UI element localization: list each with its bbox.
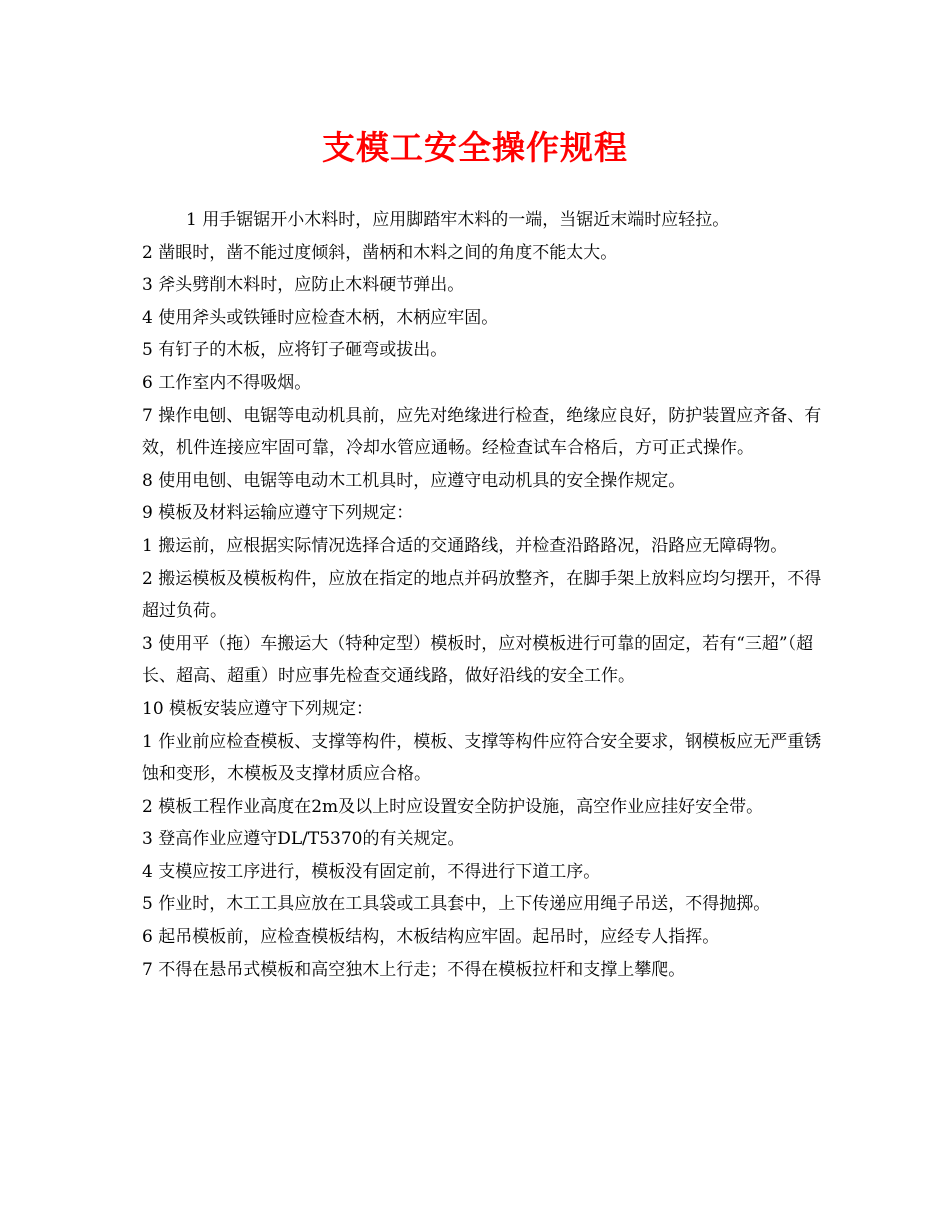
paragraph: 7 操作电刨、电锯等电动机具前，应先对绝缘进行检查，绝缘应良好，防护装置应齐备、有效，机件连接应牢固可靠，冷却水管应通畅。经检查试车合格后，方可正式操作。 <box>142 405 822 459</box>
paragraph: 8 使用电刨、电锯等电动木工机具时，应遵守电动机具的安全操作规定。 <box>142 470 686 491</box>
paragraph: 1 作业前应检查模板、支撑等构件，模板、支撑等构件应符合安全要求，钢模板应无严重锈蚀和变形，木模板及支撑材质应合格。 <box>142 731 822 785</box>
paragraph: 6 工作室内不得吸烟。 <box>142 372 312 393</box>
document-title: 支模工安全操作规程 <box>322 128 628 167</box>
paragraph: 7 不得在悬吊式模板和高空独木上行走；不得在模板拉杆和支撑上攀爬。 <box>142 959 686 980</box>
document-body <box>142 204 832 986</box>
paragraph: 5 有钉子的木板，应将钉子砸弯或拔出。 <box>142 340 448 361</box>
paragraph: 3 登高作业应遵守DL/T5370的有关规定。 <box>142 829 465 850</box>
paragraph: 4 支模应按工序进行，模板没有固定前，不得进行下道工序。 <box>142 861 601 882</box>
paragraph: 2 模板工程作业高度在2m及以上时应设置安全防护设施，高空作业应挂好安全带。 <box>142 796 764 817</box>
paragraph: 3 斧头劈削木料时，应防止木料硬节弹出。 <box>142 275 465 296</box>
paragraph: 2 搬运模板及模板构件，应放在指定的地点并码放整齐，在脚手架上放料应均匀摆开，不得超过负荷。 <box>142 568 822 622</box>
paragraph: 5 作业时，木工工具应放在工具袋或工具套中，上下传递应用绳子吊送，不得抛掷。 <box>142 894 771 915</box>
paragraph: 3 使用平（拖）车搬运大（特种定型）模板时，应对模板进行可靠的固定，若有“三超”（超长、超高、超重）时应事先检查交通线路，做好沿线的安全工作。 <box>142 633 814 687</box>
paragraph: 9 模板及材料运输应遵守下列规定： <box>142 503 414 524</box>
paragraph: 1 用手锯锯开小木料时，应用脚踏牢木料的一端，当锯近末端时应轻拉。 <box>186 210 730 230</box>
paragraph: 4 使用斧头或铁锤时应检查木柄，木柄应牢固。 <box>142 307 499 328</box>
paragraph: 2 凿眼时，凿不能过度倾斜，凿柄和木料之间的角度不能太大。 <box>142 242 618 263</box>
paragraph: 1 搬运前，应根据实际情况选择合适的交通路线，并检查沿路路况，沿路应无障碍物。 <box>142 535 788 556</box>
paragraph: 6 起吊模板前，应检查模板结构，木板结构应牢固。起吊时，应经专人指挥。 <box>142 927 720 948</box>
paragraph: 10 模板安装应遵守下列规定： <box>142 698 374 719</box>
